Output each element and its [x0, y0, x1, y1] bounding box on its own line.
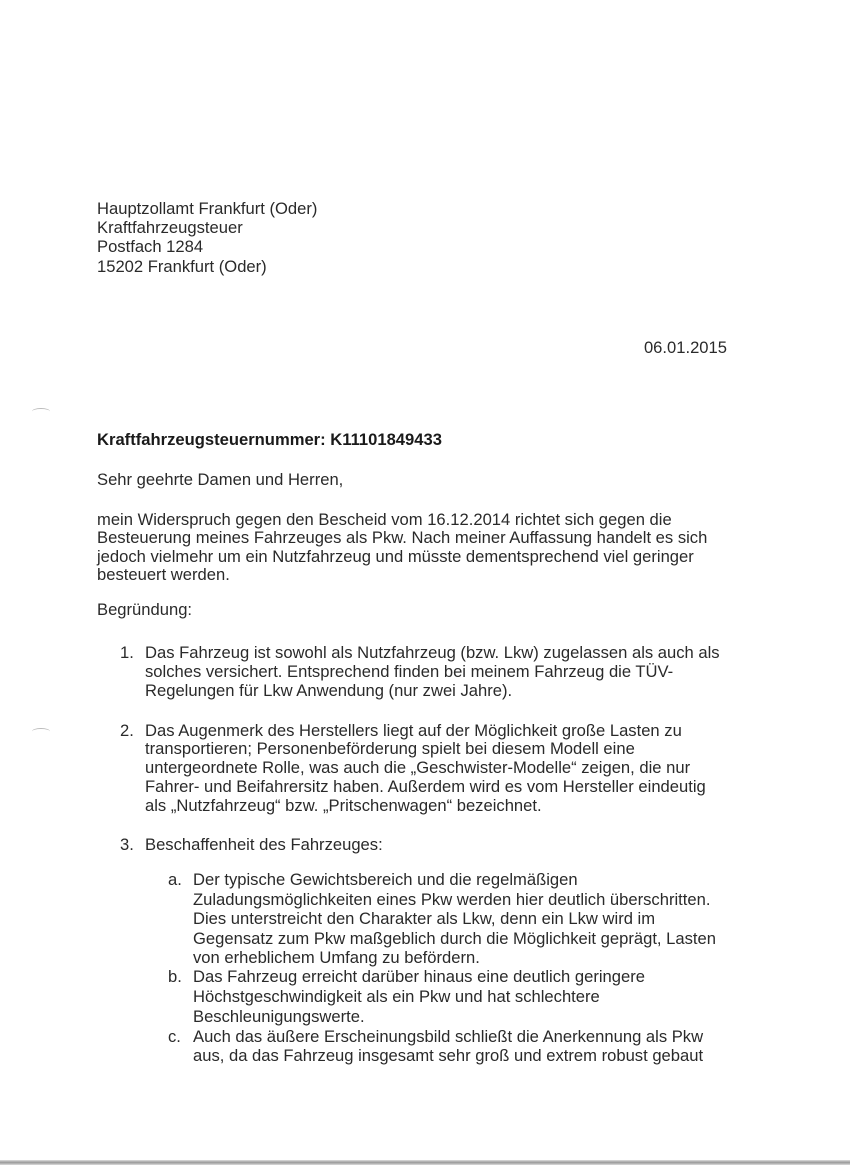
salutation: Sehr geehrte Damen und Herren,: [97, 470, 344, 489]
item-letter: c.: [168, 1027, 181, 1046]
text-line: Das Fahrzeug ist sowohl als Nutzfahrzeug (bzw. Lkw) zugelassen als auch als: [145, 643, 720, 662]
reason-heading: Begründung:: [97, 600, 193, 619]
item-letter: a.: [168, 870, 182, 889]
text-line: Höchstgeschwindigkeit als ein Pkw und hat schlechtere: [193, 987, 600, 1006]
scan-artifact: [32, 408, 50, 415]
text-line: Fahrer- und Beifahrersitz haben. Außerdem wird es vom Hersteller eindeutig: [145, 777, 706, 796]
item-letter: b.: [168, 967, 182, 986]
address-line: Kraftfahrzeugsteuer: [97, 218, 243, 237]
text-line: Besteuerung meines Fahrzeuges als Pkw. Nach meiner Auffassung handelt es sich: [97, 528, 708, 547]
text-line: jedoch vielmehr um ein Nutzfahrzeug und müsste dementsprechend viel geringer: [97, 547, 694, 566]
item-number: 1.: [120, 643, 134, 662]
scan-edge: [0, 1160, 850, 1165]
text-line: Das Fahrzeug erreicht darüber hinaus eine deutlich geringere: [193, 967, 645, 986]
text-line: Beschaffenheit des Fahrzeuges:: [145, 835, 383, 854]
scan-artifact: [32, 728, 50, 735]
text-line: Auch das äußere Erscheinungsbild schließt die Anerkennung als Pkw: [193, 1027, 704, 1046]
text-line: solches versichert. Entsprechend finden bei meinem Fahrzeug die TÜV-: [145, 662, 674, 681]
text-line: untergeordnete Rolle, was auch die „Geschwister-Modelle“ zeigen, die nur: [145, 758, 691, 777]
address-line: Hauptzollamt Frankfurt (Oder): [97, 199, 318, 218]
text-line: transportieren; Personenbeförderung spielt bei diesem Modell eine: [145, 739, 635, 758]
letter-date: 06.01.2015: [643, 338, 727, 357]
item-number: 2.: [120, 721, 134, 740]
subject-line: Kraftfahrzeugsteuernummer: K11101849433: [97, 430, 442, 449]
text-line: Gegensatz zum Pkw maßgeblich durch die Möglichkeit geprägt, Lasten: [193, 929, 716, 948]
text-line: als „Nutzfahrzeug“ bzw. „Pritschenwagen“ bezeichnet.: [145, 796, 542, 815]
text-line: mein Widerspruch gegen den Bescheid vom 16.12.2014 richtet sich gegen die: [97, 510, 672, 529]
address-line: Postfach 1284: [97, 237, 204, 256]
text-line: Der typische Gewichtsbereich und die regelmäßigen: [193, 870, 578, 889]
text-line: Beschleunigungswerte.: [193, 1007, 365, 1026]
text-line: Zuladungsmöglichkeiten eines Pkw werden hier deutlich überschritten.: [193, 890, 711, 909]
address-line: 15202 Frankfurt (Oder): [97, 257, 267, 276]
text-line: Regelungen für Lkw Anwendung (nur zwei Jahre).: [145, 681, 513, 700]
text-line: besteuert werden.: [97, 565, 230, 584]
item-number: 3.: [120, 835, 134, 854]
text-line: von erheblichem Umfang zu befördern.: [193, 948, 480, 967]
text-line: Dies unterstreicht den Charakter als Lkw, denn ein Lkw wird im: [193, 909, 656, 928]
text-line: Das Augenmerk des Herstellers liegt auf der Möglichkeit große Lasten zu: [145, 721, 682, 740]
text-line: aus, da das Fahrzeug insgesamt sehr groß und extrem robust gebaut: [193, 1046, 704, 1065]
